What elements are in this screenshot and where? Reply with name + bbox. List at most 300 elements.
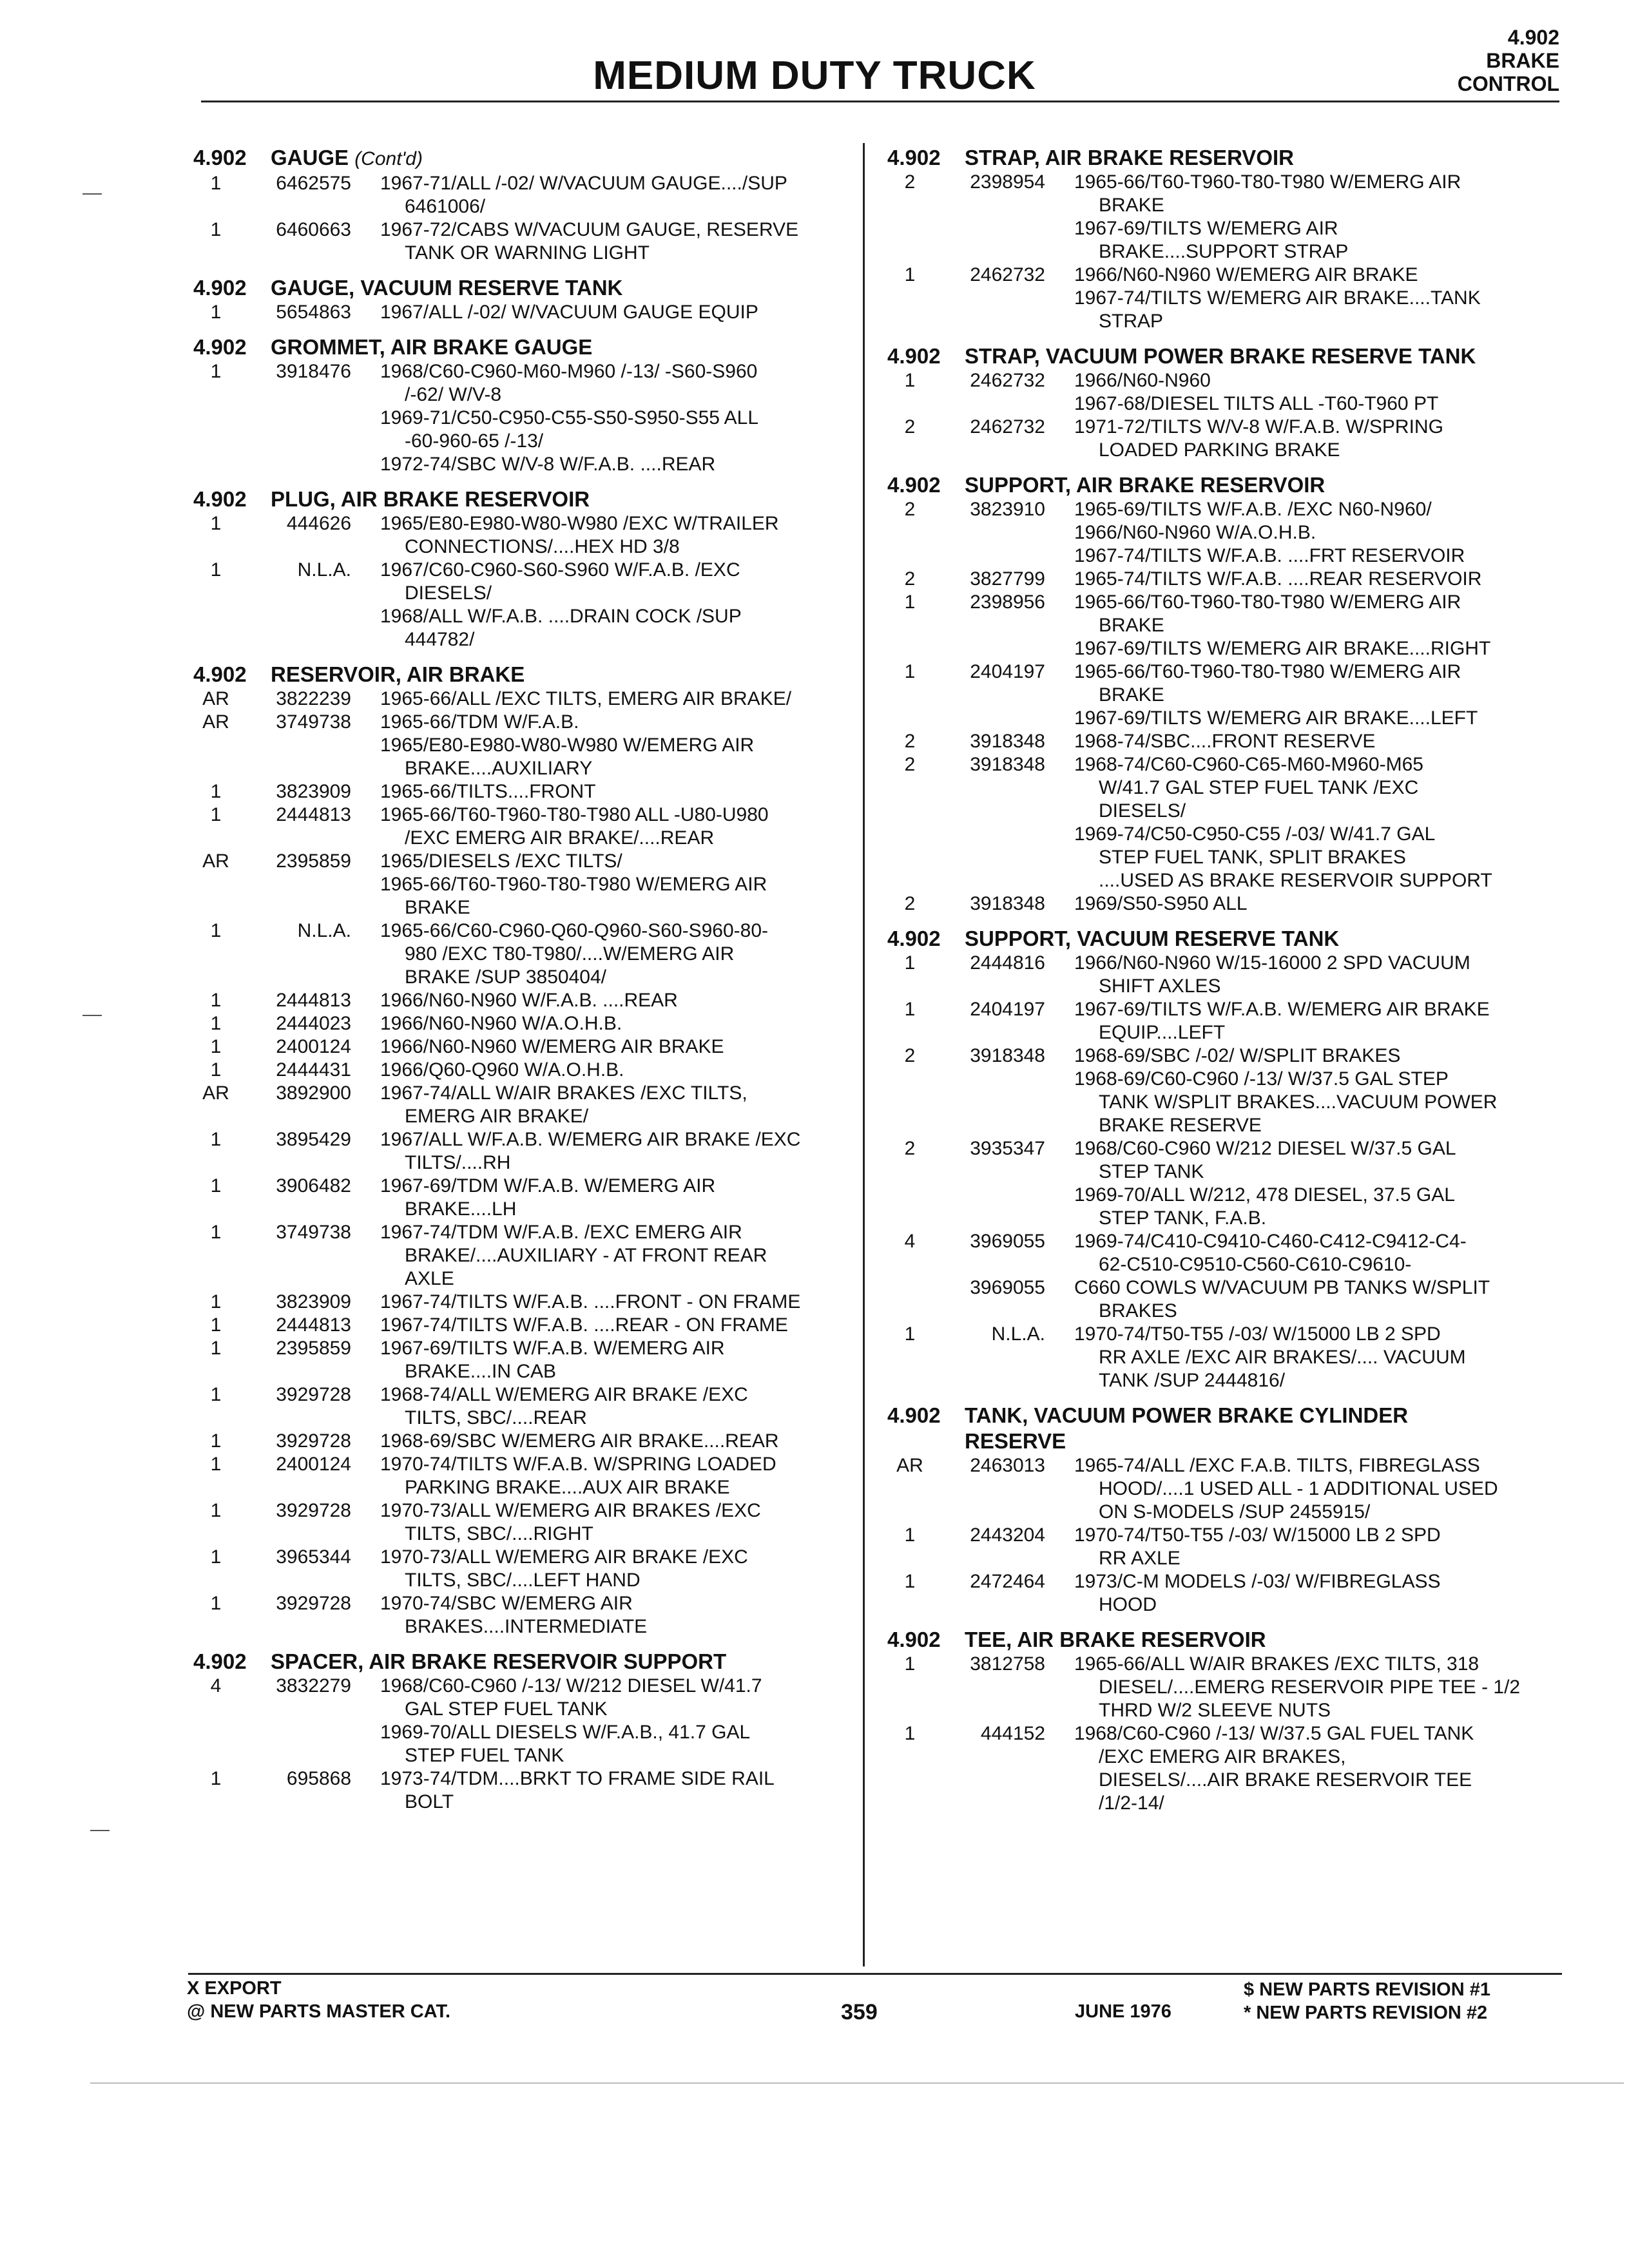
quantity: 2 [904, 731, 916, 752]
description-line: 1970-73/ALL W/EMERG AIR BRAKES /EXC [380, 1500, 761, 1521]
quantity: 2 [904, 416, 916, 437]
description-line: TANK /SUP 2444816/ [1099, 1370, 1286, 1391]
part-description [1074, 568, 1557, 591]
section-number: 4.902 [193, 276, 247, 300]
section-number: 4.902 [193, 335, 247, 359]
part-number: 5654863 [276, 302, 351, 323]
part-description [1074, 1044, 1557, 1068]
section-title: SUPPORT, AIR BRAKE RESERVOIR [965, 473, 1325, 497]
part-entry [887, 568, 1557, 591]
part-description [380, 1221, 851, 1291]
section-title: RESERVOIR, AIR BRAKE [271, 662, 525, 686]
part-description [1074, 1653, 1557, 1722]
description-line: CONNECTIONS/....HEX HD 3/8 [405, 536, 680, 557]
part-number: 3812758 [970, 1653, 1045, 1675]
description-line: ....USED AS BRAKE RESERVOIR SUPPORT [1099, 870, 1492, 891]
description-line: 1970-73/ALL W/EMERG AIR BRAKE /EXC [380, 1546, 748, 1568]
part-entry [887, 498, 1557, 521]
section-heading [887, 1403, 1557, 1428]
quantity: 1 [904, 1571, 916, 1592]
part-description [380, 1592, 851, 1639]
part-entry [193, 407, 851, 453]
continued-label: (Cont'd) [354, 148, 423, 169]
description-line: LOADED PARKING BRAKE [1099, 439, 1340, 461]
section-title: PLUG, AIR BRAKE RESERVOIR [271, 487, 590, 511]
part-entry [193, 1337, 851, 1383]
part-description [380, 407, 851, 453]
description-line: 1965/E80-E980-W80-W980 /EXC W/TRAILER [380, 513, 779, 534]
page-number: 359 [841, 2000, 878, 2024]
description-line: TANK OR WARNING LIGHT [405, 242, 650, 264]
part-description [380, 559, 851, 605]
catalog-section [193, 275, 851, 324]
description-line: 1968/C60-C960-M60-M960 /-13/ -S60-S960 [380, 361, 758, 382]
part-description [1074, 171, 1557, 217]
description-line: /EXC EMERG AIR BRAKES, [1099, 1746, 1346, 1767]
quantity: 1 [210, 1338, 222, 1359]
part-number: 3832279 [276, 1675, 351, 1696]
description-line: C660 COWLS W/VACUUM PB TANKS W/SPLIT [1074, 1277, 1490, 1298]
section-heading [887, 145, 1557, 171]
part-description [1074, 753, 1557, 823]
description-line: 1966/N60-N960 W/15-16000 2 SPD VACUUM [1074, 952, 1470, 974]
description-line: 1968-74/SBC....FRONT RESERVE [1074, 731, 1376, 752]
description-line: BRAKE RESERVE [1099, 1115, 1262, 1136]
catalog-section [193, 145, 851, 265]
quantity: 1 [210, 804, 222, 825]
quantity: 2 [904, 568, 916, 590]
description-line: 1966/N60-N960 W/EMERG AIR BRAKE [1074, 264, 1418, 285]
part-entry [887, 823, 1557, 892]
part-entry [887, 287, 1557, 333]
description-line: 1966/N60-N960 [1074, 370, 1211, 391]
description-line: 1971-72/TILTS W/V-8 W/F.A.B. W/SPRING [1074, 416, 1443, 437]
part-description [1074, 498, 1557, 521]
description-line: EMERG AIR BRAKE/ [405, 1106, 589, 1127]
part-number: 695868 [286, 1768, 351, 1789]
description-line: 980 /EXC T80-T980/....W/EMERG AIR [405, 943, 735, 965]
part-entry [887, 637, 1557, 660]
part-description [380, 1059, 851, 1082]
section-number: 4.902 [887, 146, 941, 169]
description-line: 1968-69/SBC /-02/ W/SPLIT BRAKES [1074, 1045, 1401, 1066]
description-line: /1/2-14/ [1099, 1792, 1164, 1814]
description-line: 1965-66/ALL W/AIR BRAKES /EXC TILTS, 318 [1074, 1653, 1480, 1675]
description-line: 1968/C60-C960 /-13/ W/212 DIESEL W/41.7 [380, 1675, 762, 1696]
catalog-section [193, 662, 851, 1639]
part-entry [193, 1012, 851, 1035]
quantity: 1 [210, 173, 222, 194]
part-description [380, 734, 851, 780]
quantity: 1 [904, 952, 916, 974]
description-line: 1973-74/TDM....BRKT TO FRAME SIDE RAIL [380, 1768, 775, 1789]
quantity: 1 [210, 302, 222, 323]
description-line: TILTS, SBC/....RIGHT [405, 1523, 593, 1544]
description-line: 1965-74/TILTS W/F.A.B. ....REAR RESERVOIR [1074, 568, 1482, 590]
part-description [380, 1430, 851, 1453]
description-line: W/41.7 GAL STEP FUEL TANK /EXC [1099, 777, 1419, 798]
part-description [1074, 1068, 1557, 1137]
description-line: BOLT [405, 1791, 454, 1812]
section-heading [193, 1649, 851, 1675]
part-description [1074, 730, 1557, 753]
section-title: GAUGE, VACUUM RESERVE TANK [271, 276, 623, 300]
section-title: GROMMET, AIR BRAKE GAUGE [271, 335, 593, 359]
footer-legend-right [1244, 1978, 1490, 2024]
part-description [380, 803, 851, 850]
section-heading [193, 145, 851, 172]
description-line: 1967-72/CABS W/VACUUM GAUGE, RESERVE [380, 219, 799, 240]
section-number: 4.902 [193, 487, 247, 511]
description-line: 1969-70/ALL DIESELS W/F.A.B., 41.7 GAL [380, 1722, 751, 1743]
part-number: 2398954 [970, 171, 1045, 193]
description-line: PARKING BRAKE....AUX AIR BRAKE [405, 1477, 730, 1498]
part-description [1074, 591, 1557, 637]
description-line: BRAKE....AUXILIARY [405, 758, 593, 779]
quantity: 1 [210, 361, 222, 382]
description-line: GAL STEP FUEL TANK [405, 1698, 608, 1720]
description-line: 1968/C60-C960 /-13/ W/37.5 GAL FUEL TANK [1074, 1723, 1474, 1744]
description-line: 1965-74/ALL /EXC F.A.B. TILTS, FIBREGLASS [1074, 1455, 1480, 1476]
description-line: 1967-74/TILTS W/F.A.B. ....FRONT - ON FRAME [380, 1291, 801, 1312]
part-description [1074, 1276, 1557, 1323]
quantity: 1 [210, 1500, 222, 1521]
part-entry [193, 1035, 851, 1059]
part-description [1074, 952, 1557, 998]
description-line: 1966/N60-N960 W/A.O.H.B. [1074, 522, 1316, 543]
description-line: 1966/N60-N960 W/A.O.H.B. [380, 1013, 622, 1034]
part-number: 444626 [286, 513, 351, 534]
part-number: 3918348 [970, 731, 1045, 752]
description-line: DIESELS/....AIR BRAKE RESERVOIR TEE [1099, 1769, 1472, 1791]
part-number: 3918348 [970, 1045, 1045, 1066]
description-line: 444782/ [405, 629, 475, 650]
part-entry [887, 1230, 1557, 1276]
part-entry [193, 711, 851, 734]
part-number: 3892900 [276, 1082, 351, 1104]
section-heading [193, 662, 851, 687]
part-entry [887, 369, 1557, 392]
part-description [1074, 707, 1557, 730]
description-line: STEP FUEL TANK [405, 1745, 564, 1766]
part-number: 2395859 [276, 850, 351, 872]
description-line: TANK W/SPLIT BRAKES....VACUUM POWER [1099, 1091, 1498, 1113]
description-line: 1970-74/T50-T55 /-03/ W/15000 LB 2 SPD [1074, 1323, 1441, 1345]
section-title: STRAP, AIR BRAKE RESERVOIR [965, 146, 1294, 169]
part-description [1074, 287, 1557, 333]
quantity: 1 [904, 1723, 916, 1744]
description-line: BRAKE [1099, 684, 1164, 706]
description-line: 1967-74/ALL W/AIR BRAKES /EXC TILTS, [380, 1082, 747, 1104]
quantity: 1 [210, 1546, 222, 1568]
part-entry [193, 1499, 851, 1546]
section-heading [887, 926, 1557, 952]
section-number: 4.902 [887, 1628, 941, 1651]
section-heading [887, 1627, 1557, 1653]
quantity: 2 [904, 893, 916, 914]
catalog-section [193, 334, 851, 476]
part-number: 3823909 [276, 781, 351, 802]
description-line: 1970-74/TILTS W/F.A.B. W/SPRING LOADED [380, 1454, 776, 1475]
part-description [380, 687, 851, 711]
part-number: 2444431 [276, 1059, 351, 1081]
part-number: 3906482 [276, 1175, 351, 1196]
part-entry [887, 416, 1557, 462]
quantity: 4 [904, 1231, 916, 1252]
quantity: 1 [210, 1768, 222, 1789]
part-description [1074, 416, 1557, 462]
quantity: 1 [210, 1175, 222, 1196]
section-heading [193, 334, 851, 360]
part-entry [887, 998, 1557, 1044]
description-line: /-62/ W/V-8 [405, 384, 502, 405]
description-line: BRAKE....LH [405, 1198, 517, 1220]
part-number: 3895429 [276, 1129, 351, 1150]
part-entry [887, 1653, 1557, 1722]
section-number: 4.902 [887, 473, 941, 497]
quantity: 1 [210, 1430, 222, 1452]
quantity: 1 [210, 990, 222, 1011]
section-heading [193, 486, 851, 512]
description-line: 1967/ALL W/F.A.B. W/EMERG AIR BRAKE /EXC [380, 1129, 801, 1150]
description-line: 1969-74/C50-C950-C55 /-03/ W/41.7 GAL [1074, 823, 1436, 845]
part-entry [887, 392, 1557, 416]
part-number: 2472464 [970, 1571, 1045, 1592]
catalog-section [887, 1403, 1557, 1617]
part-entry [193, 218, 851, 265]
part-entry [887, 1570, 1557, 1617]
part-number: 3823909 [276, 1291, 351, 1312]
part-description [1074, 369, 1557, 392]
part-description [380, 1082, 851, 1128]
quantity: 2 [904, 499, 916, 520]
description-line: 1969-70/ALL W/212, 478 DIESEL, 37.5 GAL [1074, 1184, 1455, 1206]
part-entry [193, 172, 851, 218]
description-line: BRAKE/....AUXILIARY - AT FRONT REAR [405, 1245, 767, 1266]
description-line: 1967-69/TILTS W/F.A.B. W/EMERG AIR [380, 1338, 725, 1359]
quantity: 1 [904, 661, 916, 682]
quantity: 1 [904, 1323, 916, 1345]
quantity: 2 [904, 1045, 916, 1066]
description-line: TILTS, SBC/....LEFT HAND [405, 1570, 641, 1591]
part-entry [193, 1546, 851, 1592]
catalog-section [887, 343, 1557, 462]
description-line: BRAKES....INTERMEDIATE [405, 1616, 648, 1637]
part-number: 2444816 [970, 952, 1045, 974]
part-number: 2444023 [276, 1013, 351, 1034]
description-line: 1967-68/DIESEL TILTS ALL -T60-T960 PT [1074, 393, 1439, 414]
part-number: 6460663 [276, 219, 351, 240]
description-line: 1967-74/TILTS W/EMERG AIR BRAKE....TANK [1074, 287, 1481, 309]
part-description [380, 301, 851, 324]
footer-revision-2: * NEW PARTS REVISION #2 [1244, 2003, 1488, 2023]
quantity: 1 [904, 999, 916, 1020]
part-entry [193, 1221, 851, 1291]
part-number: N.L.A. [991, 1323, 1045, 1345]
description-line: RR AXLE /EXC AIR BRAKES/.... VACUUM [1099, 1347, 1466, 1368]
part-number: 2404197 [970, 661, 1045, 682]
quantity: AR [202, 711, 229, 733]
part-entry [193, 360, 851, 407]
section-name-line-1: BRAKE [1486, 49, 1559, 72]
part-number: 3929728 [276, 1384, 351, 1405]
section-code: 4.902 [1507, 26, 1559, 49]
quantity: 1 [210, 559, 222, 581]
part-description [1074, 660, 1557, 707]
section-heading [887, 472, 1557, 498]
catalog-section [887, 926, 1557, 1392]
part-entry [887, 660, 1557, 707]
part-number: 3918476 [276, 361, 351, 382]
part-description [380, 1499, 851, 1546]
quantity: AR [202, 688, 229, 709]
part-description [380, 1314, 851, 1337]
part-entry [193, 1291, 851, 1314]
part-description [380, 1721, 851, 1767]
part-number: 3935347 [970, 1138, 1045, 1159]
description-line: 1965/DIESELS /EXC TILTS/ [380, 850, 622, 872]
quantity: AR [896, 1455, 923, 1476]
description-line: 1967-69/TDM W/F.A.B. W/EMERG AIR [380, 1175, 716, 1196]
part-description [380, 1546, 851, 1592]
section-title: TEE, AIR BRAKE RESERVOIR [965, 1628, 1266, 1651]
part-number: 2444813 [276, 804, 351, 825]
part-entry [193, 559, 851, 605]
section-number: 4.902 [887, 344, 941, 368]
part-description [380, 873, 851, 919]
quantity: 1 [210, 1291, 222, 1312]
part-description [1074, 998, 1557, 1044]
description-line: 1966/N60-N960 W/F.A.B. ....REAR [380, 990, 678, 1011]
part-description [380, 218, 851, 265]
margin-mark [82, 193, 102, 195]
footer-date: JUNE 1976 [1075, 2001, 1171, 2022]
footer-rule [188, 1973, 1562, 1975]
part-entry [193, 850, 851, 873]
description-line: -60-960-65 /-13/ [405, 430, 544, 452]
quantity: 2 [904, 171, 916, 193]
description-line: 1969-74/C410-C9410-C460-C412-C9412-C4- [1074, 1231, 1467, 1252]
part-number: 3822239 [276, 688, 351, 709]
part-entry [193, 919, 851, 989]
part-entry [887, 1454, 1557, 1524]
part-entry [887, 1722, 1557, 1815]
description-line: BRAKE /SUP 3850404/ [405, 966, 606, 988]
part-entry [887, 217, 1557, 264]
description-line: DIESEL/....EMERG RESERVOIR PIPE TEE - 1/2 [1099, 1677, 1521, 1698]
part-number: 3749738 [276, 1222, 351, 1243]
part-number: 3918348 [970, 893, 1045, 914]
part-number: 2395859 [276, 1338, 351, 1359]
section-title-line-2: RESERVE [965, 1429, 1066, 1453]
section-number: 4.902 [193, 662, 247, 686]
quantity: 1 [904, 1524, 916, 1546]
part-entry [887, 892, 1557, 916]
part-description [1074, 637, 1557, 660]
part-entry [193, 453, 851, 476]
part-entry [887, 591, 1557, 637]
part-number: 3969055 [970, 1277, 1045, 1298]
description-line: RR AXLE [1099, 1548, 1181, 1569]
part-description [380, 1383, 851, 1430]
part-description [380, 172, 851, 218]
description-line: HOOD/....1 USED ALL - 1 ADDITIONAL USED [1099, 1478, 1498, 1499]
part-description [380, 1337, 851, 1383]
part-entry [193, 1059, 851, 1082]
part-entry [887, 730, 1557, 753]
quantity: AR [202, 850, 229, 872]
part-number: 2443204 [970, 1524, 1045, 1546]
part-description [380, 850, 851, 873]
part-description [380, 1012, 851, 1035]
part-description [1074, 1184, 1557, 1230]
part-description [1074, 823, 1557, 892]
description-line: BRAKE [1099, 615, 1164, 636]
description-line: 1967-71/ALL /-02/ W/VACUUM GAUGE..../SUP [380, 173, 787, 194]
right-column [887, 145, 1557, 1820]
quantity: 1 [904, 264, 916, 285]
description-line: BRAKE [405, 897, 470, 918]
description-line: 1967-69/TILTS W/EMERG AIR BRAKE....RIGHT [1074, 638, 1491, 659]
quantity: 4 [210, 1675, 222, 1696]
description-line: 1965-66/T60-T960-T80-T980 W/EMERG AIR [380, 874, 767, 895]
margin-mark [90, 1830, 110, 1831]
description-line: 1965-66/T60-T960-T80-T980 W/EMERG AIR [1074, 171, 1461, 193]
part-number: 2398956 [970, 591, 1045, 613]
footer-master-cat-note: @ NEW PARTS MASTER CAT. [187, 2001, 451, 2022]
part-number: 3827799 [970, 568, 1045, 590]
part-entry [193, 1721, 851, 1767]
part-description [1074, 521, 1557, 544]
footer-export-note: X EXPORT [187, 1978, 282, 1999]
description-line: 1966/N60-N960 W/EMERG AIR BRAKE [380, 1036, 724, 1057]
description-line: 1967-69/TILTS W/EMERG AIR [1074, 218, 1338, 239]
part-description [380, 1453, 851, 1499]
section-title: SPACER, AIR BRAKE RESERVOIR SUPPORT [271, 1649, 727, 1673]
description-line: DIESELS/ [1099, 800, 1186, 822]
description-line: 1967-69/TILTS W/EMERG AIR BRAKE....LEFT [1074, 707, 1478, 729]
description-line: DIESELS/ [405, 582, 492, 604]
description-line: STEP FUEL TANK, SPLIT BRAKES [1099, 847, 1406, 868]
part-entry [193, 605, 851, 651]
quantity: 1 [210, 1013, 222, 1034]
part-description [1074, 1570, 1557, 1617]
part-entry [193, 1082, 851, 1128]
part-entry [193, 734, 851, 780]
part-description [380, 1291, 851, 1314]
part-description [380, 1175, 851, 1221]
section-heading-continued [887, 1428, 1557, 1454]
part-description [1074, 544, 1557, 568]
description-line: AXLE [405, 1268, 454, 1289]
part-description [380, 711, 851, 734]
part-entry [887, 1068, 1557, 1137]
part-description [380, 360, 851, 407]
part-description [380, 1035, 851, 1059]
description-line: 1969-71/C50-C950-C55-S50-S950-S55 ALL [380, 407, 759, 428]
section-title: GAUGE [271, 146, 349, 169]
part-description [380, 989, 851, 1012]
left-column [193, 145, 851, 1819]
description-line: BRAKES [1099, 1300, 1177, 1321]
margin-mark [82, 1015, 102, 1016]
description-line: 1965-66/TILTS....FRONT [380, 781, 596, 802]
part-entry [193, 1453, 851, 1499]
part-description [380, 453, 851, 476]
description-line: 1967-74/TILTS W/F.A.B. ....FRT RESERVOIR [1074, 545, 1465, 566]
section-number: 4.902 [887, 1403, 941, 1427]
part-entry [193, 301, 851, 324]
